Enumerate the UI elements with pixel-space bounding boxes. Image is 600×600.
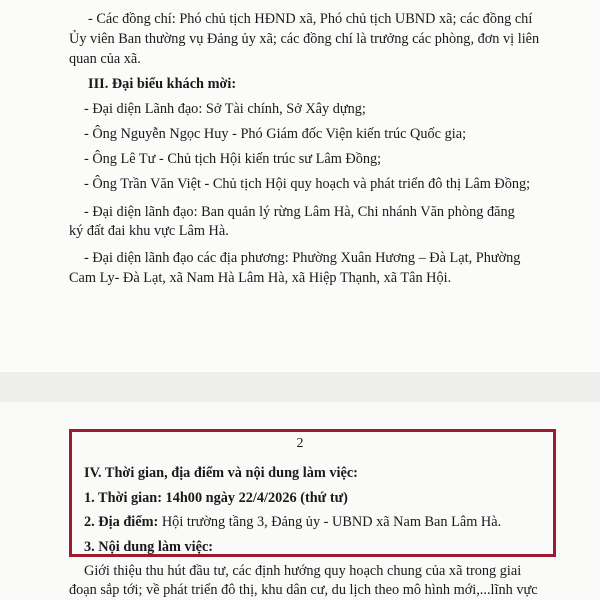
paragraph-line: quan của xã.	[69, 51, 141, 67]
paragraph-line: đoạn sắp tới; về phát triển đô thị, khu dân cư, du lịch theo mô hình mới,...lĩnh vực	[69, 582, 538, 598]
guest-item: - Ông Nguyễn Ngọc Huy - Phó Giám đốc Viện kiến trúc Quốc gia;	[84, 126, 467, 142]
guest-item-continuation: ký đất đai khu vực Lâm Hà.	[69, 223, 229, 239]
guest-item: - Ông Trần Văn Việt - Chủ tịch Hội quy hoạch và phát triển đô thị Lâm Đồng;	[84, 176, 531, 192]
guest-item: - Ông Lê Tư - Chủ tịch Hội kiến trúc sư Lâm Đồng;	[84, 151, 382, 167]
location-item	[84, 513, 501, 531]
page-break	[0, 372, 600, 402]
paragraph-line: Ủy viên Ban thường vụ Đảng ủy xã; các đồng chí là trưởng các phòng, đơn vị liên	[69, 31, 540, 47]
guest-item-continuation: Cam Ly- Đà Lạt, xã Nam Hà Lâm Hà, xã Hiệp Thạnh, xã Tân Hội.	[69, 270, 452, 286]
time-item: 1. Thời gian: 14h00 ngày 22/4/2026 (thứ tư)	[84, 490, 348, 506]
content-item: 3. Nội dung làm việc:	[84, 539, 214, 555]
guest-item: - Đại diện lãnh đạo: Ban quản lý rừng Lâm Hà, Chi nhánh Văn phòng đăng	[84, 204, 515, 220]
location-label: 2. Địa điểm:	[84, 514, 159, 530]
section-heading-schedule: IV. Thời gian, địa điểm và nội dung làm việc:	[84, 465, 358, 481]
paragraph-line: - Các đồng chí: Phó chủ tịch HĐND xã, Phó chủ tịch UBND xã; các đồng chí	[88, 11, 533, 27]
guest-item: - Đại diện Lãnh đạo: Sở Tài chính, Sở Xây dựng;	[84, 101, 366, 117]
guest-item: - Đại diện lãnh đạo các địa phương: Phường Xuân Hương – Đà Lạt, Phường	[84, 250, 521, 266]
location-value: Hội trường tầng 3, Đảng ủy - UBND xã Nam Ban Lâm Hà.	[158, 514, 502, 530]
section-heading-guests: III. Đại biểu khách mời:	[88, 76, 237, 92]
page-number: 2	[296, 436, 304, 451]
paragraph-line: Giới thiệu thu hút đầu tư, các định hướng quy hoạch chung của xã trong giai	[84, 563, 522, 579]
